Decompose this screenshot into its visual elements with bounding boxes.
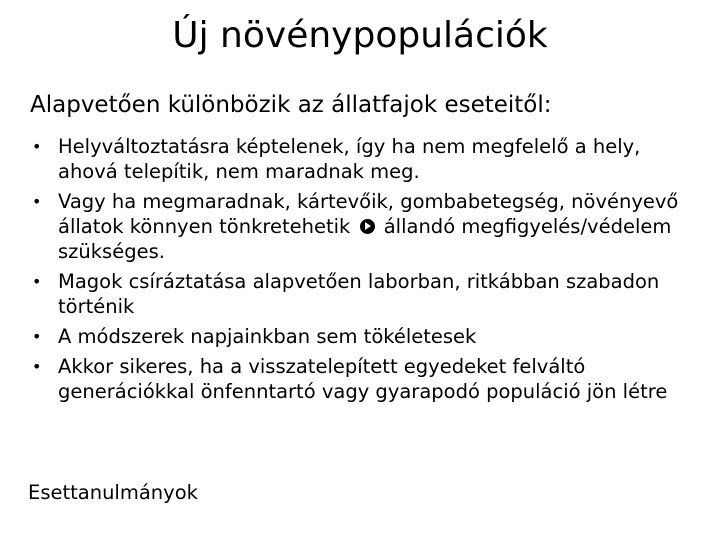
- bullet-item: [28, 354, 688, 404]
- bullet-item: [28, 189, 688, 264]
- bullet-text: Vagy ha megmaradnak, kártevőik, gombabetegség, növényevő állatok könnyen tönkretehetik: [58, 190, 679, 238]
- bullet-list: [28, 134, 688, 409]
- bullet-dot-icon: •: [32, 272, 42, 291]
- bullet-item: [28, 324, 688, 349]
- bullet-text: Magok csíráztatása alapvetően laborban, ritkábban szabadon történik: [58, 270, 660, 318]
- bullet-dot-icon: •: [32, 327, 42, 346]
- bullet-dot-icon: •: [32, 357, 42, 376]
- bullet-text: Helyváltoztatásra képtelenek, így ha nem megfelelő a hely, ahová telepítik, nem maradnak meg.: [58, 135, 641, 183]
- bullet-text: A módszerek napjainkban sem tökéletesek: [58, 325, 477, 348]
- arrow-right-circle-icon: [360, 219, 375, 234]
- bullet-dot-icon: •: [32, 137, 42, 156]
- bullet-text: Akkor sikeres, ha a visszatelepített egyedeket felváltó generációkkal önfenntartó vagy gyarapodó populáció jön létre: [58, 355, 668, 403]
- bullet-item: [28, 134, 688, 184]
- case-studies-label: Esettanulmányok: [28, 481, 198, 504]
- slide-title: Új növénypopulációk: [172, 15, 548, 56]
- bullet-text-continuation: állandó megfigyelés/védelem szükséges.: [58, 215, 672, 263]
- bullet-dot-icon: •: [32, 192, 42, 211]
- slide-subtitle: Alapvetően különbözik az állatfajok eseteitől:: [30, 92, 552, 118]
- bullet-item: [28, 269, 688, 319]
